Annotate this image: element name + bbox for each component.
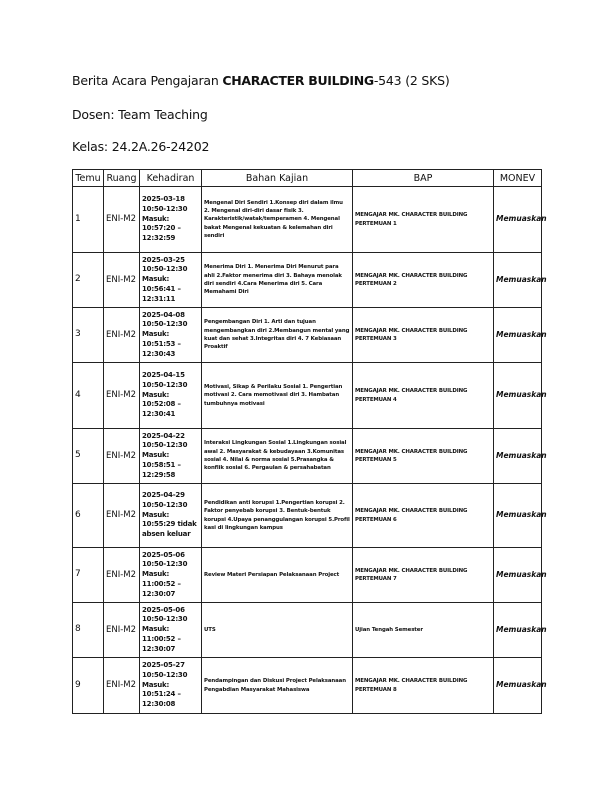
cell-attendance: 2025-03-25 10:50-12:30 Masuk: 10:56:41 – 12:31:11	[140, 253, 202, 308]
teaching-log-table	[72, 169, 547, 714]
cell-bap: MENGAJAR MK. CHARACTER BUILDING PERTEMUAN 6	[353, 484, 494, 548]
table-header-row	[73, 170, 542, 187]
cell-study-material: Pengembangan Diri 1. Arti dan tujuan mengembangkan diri 2.Membangun mental yang kuat dan sehat 3.Integritas diri 4. 7 Kebiasaan Proaktif	[202, 308, 353, 363]
table-row	[73, 548, 542, 603]
cell-room: ENI-M2	[104, 363, 140, 429]
cell-monev: Memuaskan	[494, 484, 542, 548]
cell-bap: MENGAJAR MK. CHARACTER BUILDING PERTEMUAN 8	[353, 658, 494, 714]
column-header-bap: BAP	[353, 170, 494, 187]
cell-room: ENI-M2	[104, 308, 140, 363]
column-header-kehadiran: Kehadiran	[140, 170, 202, 187]
cell-room: ENI-M2	[104, 187, 140, 253]
cell-meeting-number: 8	[73, 603, 104, 658]
column-header-monev: MONEV	[494, 170, 542, 187]
title-prefix: Berita Acara Pengajaran	[72, 73, 219, 88]
cell-attendance: 2025-05-06 10:50-12:30 Masuk: 11:00:52 – 12:30:07	[140, 548, 202, 603]
cell-room: ENI-M2	[104, 548, 140, 603]
cell-bap: Ujian Tengah Semester	[353, 603, 494, 658]
cell-study-material: Pendampingan dan Diskusi Project Pelaksanaan Pengabdian Masyarakat Mahasiswa	[202, 658, 353, 714]
cell-study-material: Menerima Diri 1. Menerima Diri Menurut para ahli 2.Faktor menerima diri 3. Bahaya menolak diri sendiri 4.Cara Menerima diri 5. Cara Memahami Diri	[202, 253, 353, 308]
cell-monev: Memuaskan	[494, 187, 542, 253]
cell-bap: MENGAJAR MK. CHARACTER BUILDING PERTEMUAN 3	[353, 308, 494, 363]
class-line: Kelas: 24.2A.26-24202	[72, 139, 210, 154]
cell-attendance: 2025-05-27 10:50-12:30 Masuk: 10:51:24 – 12:30:08	[140, 658, 202, 714]
cell-study-material: Pendidikan anti korupsi 1.Pengertian korupsi 2. Faktor penyebab korupsi 3. Bentuk-bentuk korupsi 4.Upaya penanggulangan korupsi 5.Profil kasi di lingkungan kampus	[202, 484, 353, 548]
cell-meeting-number: 7	[73, 548, 104, 603]
cell-study-material: Interaksi Lingkungan Sosial 1.Lingkungan sosial awal 2. Masyarakat & kebudayaan 3.Komunitas sosial 4. Nilai & norma sosial 5.Prasangka & konflik sosial 6. Pergaulan & persahabatan	[202, 429, 353, 484]
cell-meeting-number: 6	[73, 484, 104, 548]
cell-meeting-number: 9	[73, 658, 104, 714]
cell-attendance: 2025-05-06 10:50-12:30 Masuk: 11:00:52 – 12:30:07	[140, 603, 202, 658]
cell-study-material: Motivasi, Sikap & Perilaku Sosial 1. Pengertian motivasi 2. Cara memotivasi diri 3. Hambatan tumbuhnya motivasi	[202, 363, 353, 429]
cell-attendance: 2025-04-15 10:50-12:30 Masuk: 10:52:08 – 12:30:41	[140, 363, 202, 429]
cell-room: ENI-M2	[104, 429, 140, 484]
cell-meeting-number: 3	[73, 308, 104, 363]
cell-study-material: Mengenal Diri Sendiri 1.Konsep diri dalam ilmu 2. Mengenal diri-diri dasar fisik 3. Karakteristik/watak/temperamen 4. Mengenal bakat Mengenal kekuatan & kelemahan diri sendiri	[202, 187, 353, 253]
cell-monev: Memuaskan	[494, 548, 542, 603]
cell-attendance: 2025-04-08 10:50-12:30 Masuk: 10:51:53 – 12:30:43	[140, 308, 202, 363]
title-suffix: -543 (2 SKS)	[373, 73, 450, 88]
table-row	[73, 429, 542, 484]
table-row	[73, 658, 542, 714]
cell-meeting-number: 4	[73, 363, 104, 429]
lecturer-line: Dosen: Team Teaching	[72, 107, 208, 122]
cell-room: ENI-M2	[104, 484, 140, 548]
table-row	[73, 308, 542, 363]
cell-bap: MENGAJAR MK. CHARACTER BUILDING PERTEMUAN 2	[353, 253, 494, 308]
cell-attendance: 2025-04-22 10:50-12:30 Masuk: 10:58:51 – 12:29:58	[140, 429, 202, 484]
cell-monev: Memuaskan	[494, 429, 542, 484]
column-header-temu: Temu	[73, 170, 104, 187]
cell-meeting-number: 5	[73, 429, 104, 484]
cell-study-material: Review Materi Persiapan Pelaksanaan Project	[202, 548, 353, 603]
cell-monev: Memuaskan	[494, 253, 542, 308]
cell-monev: Memuaskan	[494, 308, 542, 363]
column-header-ruang: Ruang	[104, 170, 140, 187]
cell-bap: MENGAJAR MK. CHARACTER BUILDING PERTEMUAN 4	[353, 363, 494, 429]
cell-bap: MENGAJAR MK. CHARACTER BUILDING PERTEMUAN 1	[353, 187, 494, 253]
cell-monev: Memuaskan	[494, 603, 542, 658]
cell-room: ENI-M2	[104, 658, 140, 714]
course-name: CHARACTER BUILDING	[222, 73, 374, 88]
cell-bap: MENGAJAR MK. CHARACTER BUILDING PERTEMUAN 7	[353, 548, 494, 603]
cell-meeting-number: 1	[73, 187, 104, 253]
cell-room: ENI-M2	[104, 253, 140, 308]
column-header-bahan-kajian: Bahan Kajian	[202, 170, 353, 187]
cell-bap: MENGAJAR MK. CHARACTER BUILDING PERTEMUAN 5	[353, 429, 494, 484]
table-row	[73, 603, 542, 658]
table-row	[73, 484, 542, 548]
table-row	[73, 253, 542, 308]
table-row	[73, 363, 542, 429]
cell-study-material: UTS	[202, 603, 353, 658]
cell-attendance: 2025-03-18 10:50-12:30 Masuk: 10:57:20 – 12:32:59	[140, 187, 202, 253]
table-row	[73, 187, 542, 253]
cell-monev: Memuaskan	[494, 658, 542, 714]
cell-meeting-number: 2	[73, 253, 104, 308]
cell-monev: Memuaskan	[494, 363, 542, 429]
cell-attendance: 2025-04-29 10:50-12:30 Masuk: 10:55:29 tidak absen keluar	[140, 484, 202, 548]
document-title	[72, 73, 450, 88]
cell-room: ENI-M2	[104, 603, 140, 658]
